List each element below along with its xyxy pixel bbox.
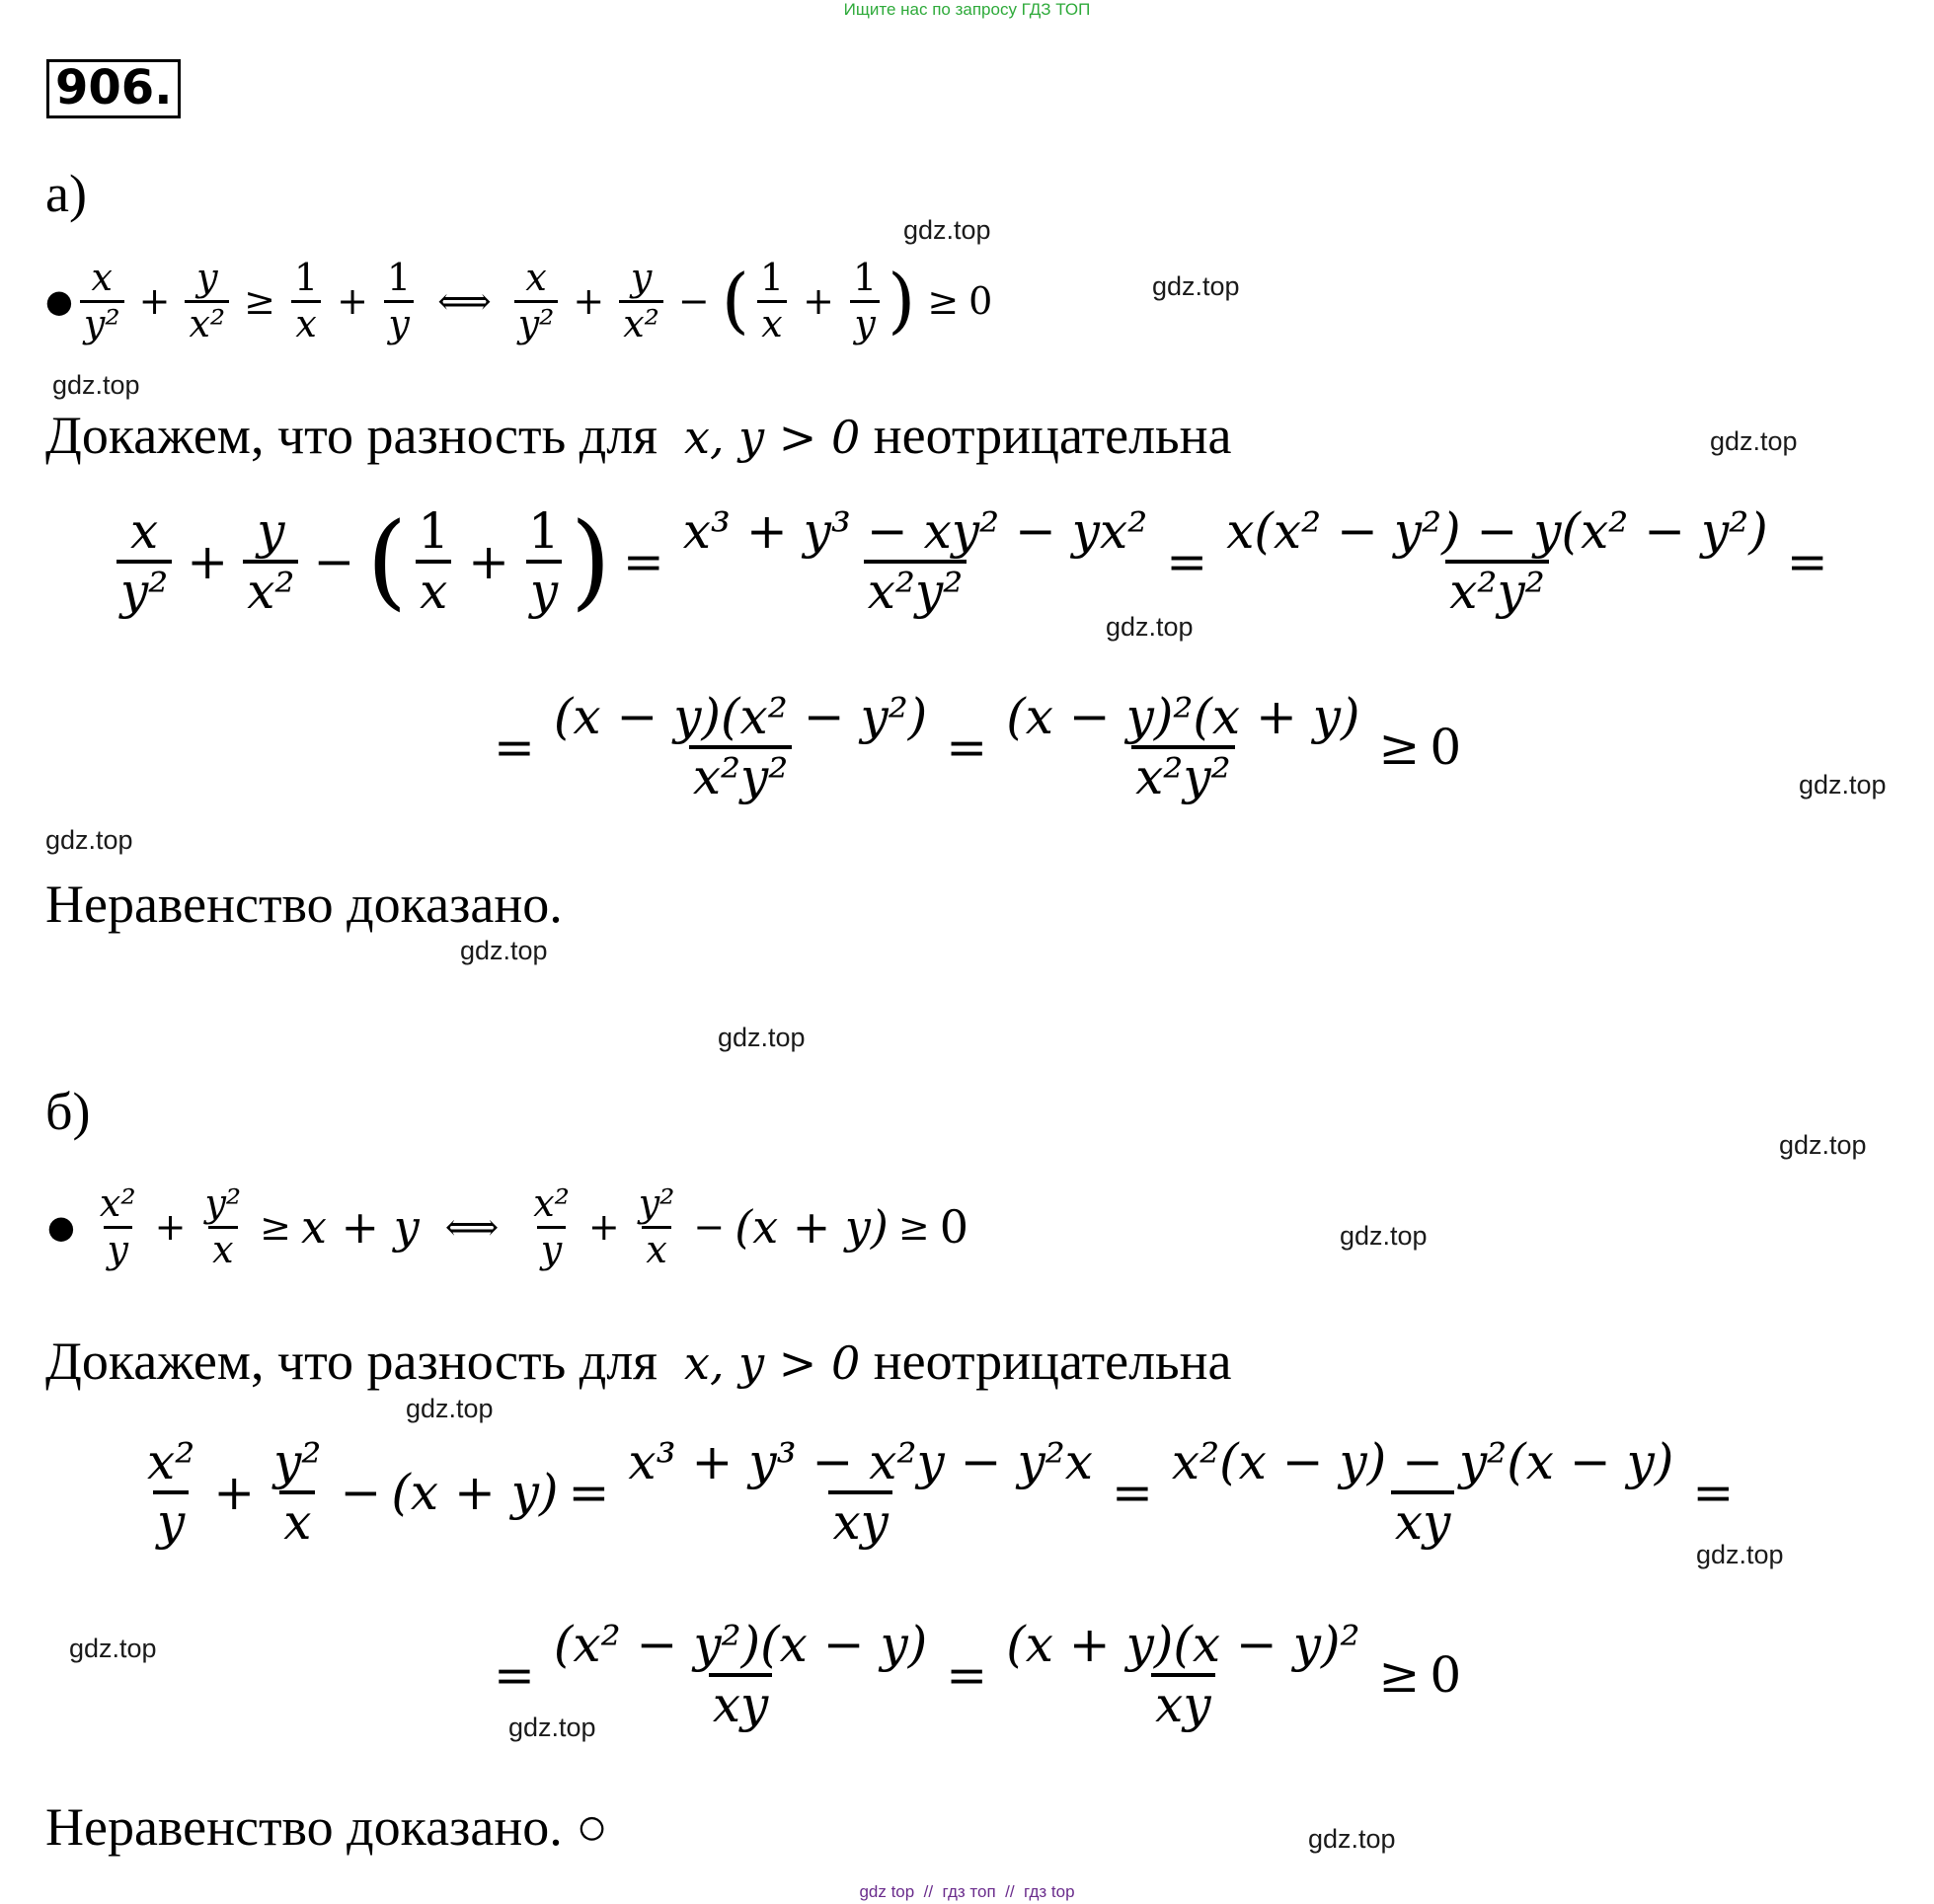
part-b-step-2: = $\frac{\text{(x² − y²)(x − y)}}{xy}$ = $\frac{\text{(x + y)(x − y)²}}{xy}$ ≥ 0 xyxy=(494,1616,1462,1733)
part-a-label: а) xyxy=(45,164,87,223)
fraction: $\frac{x}{\text{y²}}$ xyxy=(116,505,172,617)
fraction: $\frac{\text{y²}}{x}$ xyxy=(204,1181,242,1271)
fraction: $\frac{1}{y}$ xyxy=(849,259,881,344)
watermark: gdz.top xyxy=(718,1023,806,1052)
part-a-step-1: $\frac{x}{\text{y²}}$ + $\frac{y}{\text{x²}}$ − ( $\frac{1}{x}$ + $\frac{1}{y}$ ) = $\frac{\text{x³ + y³ − xy² − yx²}}{\text{x²y²}}$ = $\frac{\text{x(x² − y²) − y(x² − y²)}}{\text{x²y²}}$ = xyxy=(112,505,1828,617)
part-b-label: б) xyxy=(45,1082,91,1141)
fraction: $\frac{y}{\text{x²}}$ xyxy=(243,505,298,617)
fraction: $\frac{\text{x³ + y³ − xy² − yx²}}{\text{x²y²}}$ xyxy=(682,502,1148,620)
watermark: gdz.top xyxy=(1308,1824,1396,1854)
watermark: gdz.top xyxy=(903,215,991,245)
problem-number: 906. xyxy=(46,59,181,118)
bullet: ● xyxy=(47,1208,75,1247)
watermark: gdz.top xyxy=(1696,1540,1784,1569)
watermark: gdz.top xyxy=(69,1634,157,1663)
part-a-step-2: = $\frac{\text{(x − y)(x² − y²)}}{\text{x²y²}}$ = $\frac{\text{(x − y)²(x + y)}}{\text{x²y²}}$ ≥ 0 xyxy=(494,688,1462,805)
part-b-conclusion: Неравенство доказано. ○ xyxy=(45,1797,608,1857)
fraction: $\frac{x}{\text{y²}}$ xyxy=(80,259,124,344)
footer-links[interactable]: gdz top // гдз топ // гдз top xyxy=(859,1882,1075,1901)
bullet: ● xyxy=(45,282,73,321)
part-a-conclusion: Неравенство доказано. xyxy=(45,875,563,934)
fraction: $\frac{1}{y}$ xyxy=(383,259,415,344)
watermark: gdz.top xyxy=(508,1713,596,1742)
watermark: gdz.top xyxy=(45,825,133,855)
fraction: $\frac{1}{x}$ xyxy=(756,259,788,344)
watermark: gdz.top xyxy=(1799,770,1887,800)
fraction: $\frac{y}{\text{x²}}$ xyxy=(619,259,663,344)
watermark: gdz.top xyxy=(52,370,140,400)
search-hint: Ищите нас по запросу ГДЗ ТОП xyxy=(843,0,1091,19)
watermark: gdz.top xyxy=(1779,1130,1867,1160)
fraction: $\frac{\text{x³ + y³ − x²y − y²x}}{xy}$ xyxy=(628,1433,1093,1551)
fraction: $\frac{\text{(x − y)²(x + y)}}{\text{x²y²}}$ xyxy=(1006,688,1360,805)
fraction: $\frac{\text{x²}}{y}$ xyxy=(533,1181,570,1271)
fraction: $\frac{\text{y²}}{x}$ xyxy=(638,1181,675,1271)
watermark: gdz.top xyxy=(1710,426,1798,456)
watermark: gdz.top xyxy=(1340,1221,1428,1251)
fraction: $\frac{\text{x²}}{y}$ xyxy=(147,1433,195,1551)
watermark: gdz.top xyxy=(406,1394,494,1423)
fraction: $\frac{\text{x(x² − y²) − y(x² − y²)}}{\text{x²y²}}$ xyxy=(1226,502,1768,620)
fraction: $\frac{1}{y}$ xyxy=(524,505,564,617)
fraction: $\frac{1}{x}$ xyxy=(414,505,453,617)
watermark: gdz.top xyxy=(1106,612,1194,642)
fraction: $\frac{\text{(x² − y²)(x − y)}}{xy}$ xyxy=(553,1616,928,1733)
watermark: gdz.top xyxy=(1152,271,1240,301)
fraction: $\frac{\text{(x − y)(x² − y²)}}{\text{x²y²}}$ xyxy=(553,688,928,805)
fraction: $\frac{y}{\text{x²}}$ xyxy=(185,259,229,344)
part-b-step-1: $\frac{\text{x²}}{y}$ + $\frac{\text{y²}}{x}$ − (x + y) = $\frac{\text{x³ + y³ − x²y − y²x}}{xy}$ = $\frac{\text{x²(x − y) − y²(x − y)}}{xy}$ = xyxy=(138,1436,1734,1548)
fraction: $\frac{\text{x²(x − y) − y²(x − y)}}{xy}$ xyxy=(1171,1433,1674,1551)
part-a-prove-text: Докажем, что разность для x, y > 0 неотрицательна xyxy=(45,406,1232,465)
fraction: $\frac{\text{y²}}{x}$ xyxy=(273,1433,322,1551)
fraction: $\frac{1}{x}$ xyxy=(290,259,322,344)
fraction: $\frac{\text{(x + y)(x − y)²}}{xy}$ xyxy=(1006,1616,1360,1733)
part-b-prove-text: Докажем, что разность для x, y > 0 неотрицательна xyxy=(45,1332,1232,1391)
fraction: $\frac{x}{\text{y²}}$ xyxy=(514,259,559,344)
watermark: gdz.top xyxy=(460,936,548,965)
part-a-inequality: ● $\frac{x}{\text{y²}}$ + $\frac{y}{\text{x²}}$ ≥ $\frac{1}{x}$ + $\frac{1}{y}$ ⟺ $\frac{x}{\text{y²}}$ + $\frac{y}{\text{x²}}$ − ( $\frac{1}{x}$ + $\frac{1}{y}$ ) ≥ 0 xyxy=(45,256,993,345)
part-b-inequality: ● $\frac{\text{x²}}{y}$ + $\frac{\text{y²}}{x}$ ≥ x + y ⟺ $\frac{\text{x²}}{y}$ + $\frac{\text{y²}}{x}$ − (x + y) ≥ 0 xyxy=(47,1181,968,1271)
fraction: $\frac{\text{x²}}{y}$ xyxy=(99,1181,136,1271)
